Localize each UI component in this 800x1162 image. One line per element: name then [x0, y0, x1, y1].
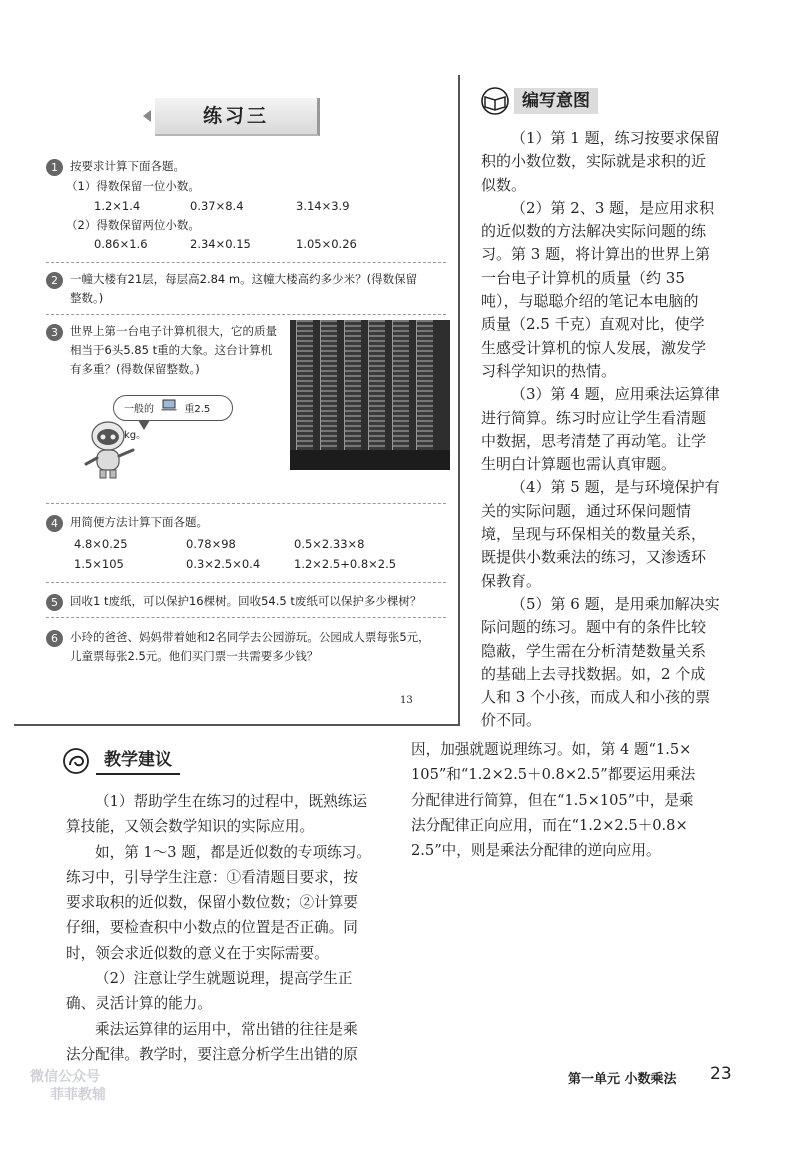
- calc-item: 0.86×1.6: [94, 237, 148, 251]
- intent-line: 的近似数的方法解决实际问题的练: [481, 222, 707, 241]
- divider: [46, 617, 446, 618]
- question-number-badge: 1: [46, 159, 63, 176]
- book-icon: [480, 87, 514, 115]
- intent-line: 生感受计算机的惊人发展，激发学: [481, 338, 707, 357]
- question-6-line2: 儿童票每张2.5元。他们买门票一共需要多少钱？: [70, 649, 319, 663]
- textbook-page-number: 13: [400, 695, 413, 706]
- suggestion-line: 算技能，又领会数学知识的实际应用。: [66, 818, 315, 836]
- suggestion-line: （2）注意让学生就题说理，提高学生正: [95, 970, 353, 988]
- question-2-line1: 一幢大楼有21层，每层高2.84 m。这幢大楼高约多少米？(得数保留: [70, 272, 418, 286]
- question-1-text: 按要求计算下面各题。: [70, 159, 185, 173]
- intent-line: 积的小数位数，实际就是求积的近: [481, 152, 707, 171]
- question-5-text: 回收1 t废纸，可以保护16棵树。回收54.5 t废纸可以保护多少棵树？: [70, 594, 422, 608]
- suggestion-line: 2.5”中，则是乘法分配律的逆向应用。: [411, 842, 661, 860]
- intent-line: 进行简算。练习时应让学生看清题: [481, 408, 707, 427]
- eniac-computer-photo: [290, 320, 450, 470]
- divider: [46, 503, 446, 504]
- question-number-badge: 2: [46, 272, 63, 289]
- intent-line: 保教育。: [481, 571, 542, 590]
- intent-line: 似数。: [481, 175, 527, 194]
- watermark-line2: 菲菲教辅: [50, 1087, 106, 1103]
- calc-item: 0.3×2.5×0.4: [186, 557, 261, 571]
- calc-item: 1.05×0.26: [296, 237, 357, 251]
- intent-line: 关的实际问题，通过环保问题情: [481, 501, 692, 520]
- suggestion-line: 时，领会求近似数的意义在于实际需要。: [66, 944, 329, 962]
- title-arrow-icon: [143, 110, 151, 122]
- intent-line: 隐蔽，学生需在分析清楚数量关系: [481, 641, 707, 660]
- calc-item: 4.8×0.25: [74, 537, 128, 551]
- intent-line: 既提供小数乘法的练习，又渗透环: [481, 548, 707, 567]
- intent-line: 价不同。: [481, 711, 542, 730]
- intent-line: （5）第 6 题，是用乘加解决实: [511, 594, 720, 613]
- laptop-icon: [160, 396, 178, 422]
- question-4-text: 用简便方法计算下面各题。: [70, 515, 208, 529]
- calc-item: 2.34×0.15: [190, 237, 251, 251]
- intent-line: （4）第 5 题，是与环境保护有: [511, 478, 720, 497]
- intent-header: [480, 87, 598, 115]
- question-number-badge: 3: [46, 324, 63, 341]
- intent-line: 吨），与聪聪介绍的笔记本电脑的: [481, 292, 699, 311]
- suggestion-line: 分配律进行简算，但在“1.5×105”中，是乘: [411, 791, 694, 809]
- suggestion-line: 因，加强就题说理练习。如，第 4 题“1.5×: [411, 741, 692, 758]
- suggestion-line: 要求取积的近似数，保留小数位数；②计算要: [66, 894, 358, 912]
- robot-icon: [78, 418, 138, 484]
- speech-text-b: 重2.5 kg。: [124, 404, 211, 441]
- suggestion-line: 法分配律。教学时，要注意分析学生出错的原: [66, 1045, 358, 1063]
- speech-bubble-tail: [138, 420, 150, 430]
- question-1-sub1: （1）得数保留一位小数。: [66, 179, 200, 193]
- watermark: [30, 1068, 106, 1104]
- question-1-sub2: （2）得数保留两位小数。: [66, 218, 200, 232]
- question-number-badge: 4: [46, 515, 63, 532]
- intent-line: 习。第 3 题，将计算出的世界上第: [481, 245, 711, 264]
- suggestion-title: 教学建议: [96, 747, 180, 775]
- speech-text-a: 一般的: [124, 404, 154, 415]
- watermark-line1: 微信公众号: [30, 1069, 100, 1085]
- question-3-line1: 世界上第一台电子计算机很大，它的质量: [70, 324, 277, 338]
- suggestion-line: 确、灵活计算的能力。: [66, 995, 212, 1013]
- intent-line: 中数据，思考清楚了再动笔。让学: [481, 431, 707, 450]
- question-number-badge: 6: [46, 630, 63, 647]
- intent-title: 编写意图: [514, 88, 598, 114]
- suggestion-line: 法分配律正向应用，而在“1.2×2.5＋0.8×: [411, 816, 688, 834]
- swirl-icon: [62, 747, 96, 775]
- exercise-title: 练习三: [155, 98, 320, 136]
- intent-line: 际问题的练习。题中有的条件比较: [481, 618, 707, 637]
- calc-item: 1.2×2.5+0.8×2.5: [294, 557, 397, 571]
- suggestion-line: 乘法运算律的运用中，常出错的往往是乘: [95, 1020, 358, 1038]
- calc-item: 0.5×2.33×8: [294, 537, 365, 551]
- footer-unit: 第一单元 小数乘法: [568, 1072, 677, 1087]
- divider: [46, 262, 446, 263]
- divider: [46, 314, 446, 315]
- suggestion-header: [62, 747, 180, 775]
- suggestion-line: 仔细，要检查积中小数点的位置是否正确。同: [66, 919, 358, 937]
- question-2-line2: 整数。): [70, 291, 104, 305]
- intent-line: 一台电子计算机的质量（约 35: [481, 268, 685, 287]
- calc-item: 1.2×1.4: [94, 199, 141, 213]
- intent-line: 的基础上去寻找数据。如，2 个成: [481, 664, 706, 683]
- suggestion-line: 如，第 1～3 题，都是近似数的专项练习。: [95, 843, 371, 861]
- intent-line: （3）第 4 题，应用乘法运算律: [511, 385, 720, 404]
- suggestion-line: 练习中，引导学生注意：①看清题目要求，按: [66, 868, 358, 886]
- intent-line: 生明白计算题也需认真审题。: [481, 455, 677, 474]
- calc-item: 1.5×105: [74, 557, 124, 571]
- divider: [46, 582, 446, 583]
- calc-item: 3.14×3.9: [296, 199, 350, 213]
- intent-line: 境，呈现与环保相关的数量关系，: [481, 525, 707, 544]
- suggestion-line: 105”和“1.2×2.5＋0.8×2.5”都要运用乘法: [411, 766, 696, 784]
- question-6-line1: 小玲的爸爸、妈妈带着她和2名同学去公园游玩。公园成人票每张5元，: [70, 630, 430, 644]
- calc-item: 0.78×98: [186, 537, 236, 551]
- suggestion-line: （1）帮助学生在练习的过程中，既熟练运: [95, 793, 367, 810]
- intent-line: 质量（2.5 千克）直观对比，使学: [481, 315, 705, 334]
- intent-line: 人和 3 个小孩，而成人和小孩的票: [481, 688, 711, 707]
- suggestion-right-body: [411, 737, 736, 863]
- intent-line: （2）第 2、3 题，是应用求积: [511, 198, 715, 217]
- footer-page-number: 23: [710, 1064, 732, 1084]
- question-3-line3: 有多重？(得数保留整数。): [70, 362, 200, 376]
- question-number-badge: 5: [46, 594, 63, 611]
- intent-line: （1）第 1 题，练习按要求保留: [511, 129, 720, 147]
- suggestion-left-body: [66, 789, 394, 1067]
- intent-line: 习科学知识的热情。: [481, 361, 617, 380]
- calc-item: 0.37×8.4: [190, 199, 244, 213]
- question-3-line2: 相当于6头5.85 t重的大象。这台计算机: [70, 343, 273, 357]
- intent-body: [481, 127, 777, 733]
